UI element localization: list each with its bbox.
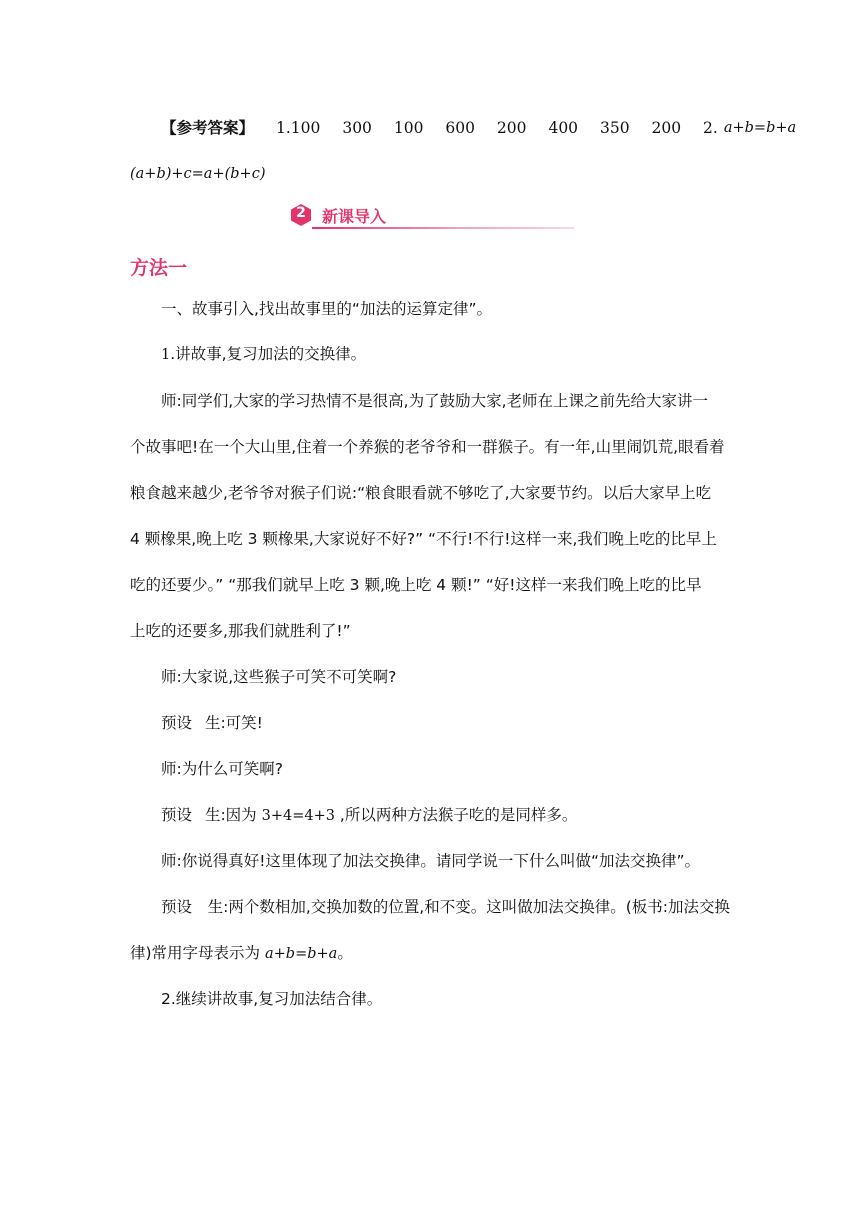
section-underline xyxy=(312,227,574,229)
method-title: 方法一 xyxy=(130,257,188,279)
answer-value: 400 xyxy=(548,119,579,137)
story-line-2 xyxy=(130,436,730,458)
answer-text: 生:因为 xyxy=(204,806,257,824)
answer-text: 生:两个数相加,交换加数的位置,和不变。这叫做加法交换律。(板书:加法交换 xyxy=(207,898,730,916)
story-text: 上吃的还要多,那我们就胜利了!” xyxy=(130,622,351,640)
story-text: 师:同学们,大家的学习热情不是很高,为了鼓励大家,老师在上课之前先给大家讲一 xyxy=(161,392,709,410)
story-line-1 xyxy=(161,390,730,412)
heading-story-intro: 一、故事引入,找出故事里的“加法的运算定律”。 xyxy=(161,300,492,318)
student-answer-3-line2 xyxy=(130,942,730,965)
preset-label: 预设 xyxy=(161,898,193,916)
answer-text: ,所以两种方法猴子吃的是同样多。 xyxy=(339,806,578,824)
student-answer-2 xyxy=(161,804,730,827)
answer-value: 600 xyxy=(445,119,475,137)
student-answer-1 xyxy=(161,712,730,734)
item-associative-review: 2.继续讲故事,复习加法结合律。 xyxy=(161,990,383,1008)
answer-text: 律)常用字母表示为 xyxy=(130,944,261,962)
section-title: 新课导入 xyxy=(322,207,387,226)
answer-value: 300 xyxy=(342,119,372,137)
student-answer-3-line1 xyxy=(161,896,730,918)
answer-value: 200 xyxy=(651,119,682,137)
answer-math: a+b=b+a xyxy=(265,946,338,962)
story-line-5 xyxy=(130,574,730,596)
answer-formula-associative: (a+b)+c=a+(b+c) xyxy=(130,166,266,182)
preset-label: 预设 xyxy=(161,806,193,824)
answer-text: 。 xyxy=(337,944,353,962)
story-line-3 xyxy=(130,482,730,504)
teacher-question-2: 师:为什么可笑啊? xyxy=(161,760,283,778)
teacher-question-3: 师:你说得真好!这里体现了加法交换律。请同学说一下什么叫做“加法交换律”。 xyxy=(161,852,700,870)
story-text: 吃的还要少。” “那我们就早上吃 3 颗,晚上吃 4 颗!” “好!这样一来我们晚上吃的比早 xyxy=(130,576,702,594)
answer-value: 1.100 xyxy=(276,119,321,137)
answer-math: 3+4=4+3 xyxy=(261,808,335,824)
story-line-4 xyxy=(130,528,730,550)
section-number: 2 xyxy=(296,205,306,221)
section-banner xyxy=(290,203,580,229)
teacher-question-1: 师:大家说,这些猴子可笑不可笑啊? xyxy=(161,668,397,686)
preset-label: 预设 xyxy=(161,714,193,732)
answer-label: 【参考答案】 xyxy=(161,119,255,137)
story-text: 个故事吧!在一个大山里,住着一个养猴的老爷爷和一群猴子。有一年,山里闹饥荒,眼看着 xyxy=(130,438,725,456)
answer-value: 200 xyxy=(496,119,527,137)
story-line-6 xyxy=(130,620,730,642)
reference-answer xyxy=(161,117,797,139)
item-commutative-review: 1.讲故事,复习加法的交换律。 xyxy=(161,345,367,363)
answer-text: 生:可笑! xyxy=(204,714,263,732)
answer-value: 350 xyxy=(599,119,630,137)
story-text: 粮食越来越少,老爷爷对猴子们说:“粮食眼看就不够吃了,大家要节约。以后大家早上吃 xyxy=(130,484,712,502)
answer-values xyxy=(276,117,724,139)
story-text: 4 颗橡果,晚上吃 3 颗橡果,大家说好不好?” “不行!不行!这样一来,我们晚上吃的比早上 xyxy=(130,530,717,548)
answer-formula-associative-line xyxy=(130,162,730,185)
answer-value: 2. xyxy=(703,119,718,137)
answer-value: 100 xyxy=(393,119,424,137)
answer-formula-commutative: a+b=b+a xyxy=(723,120,797,136)
